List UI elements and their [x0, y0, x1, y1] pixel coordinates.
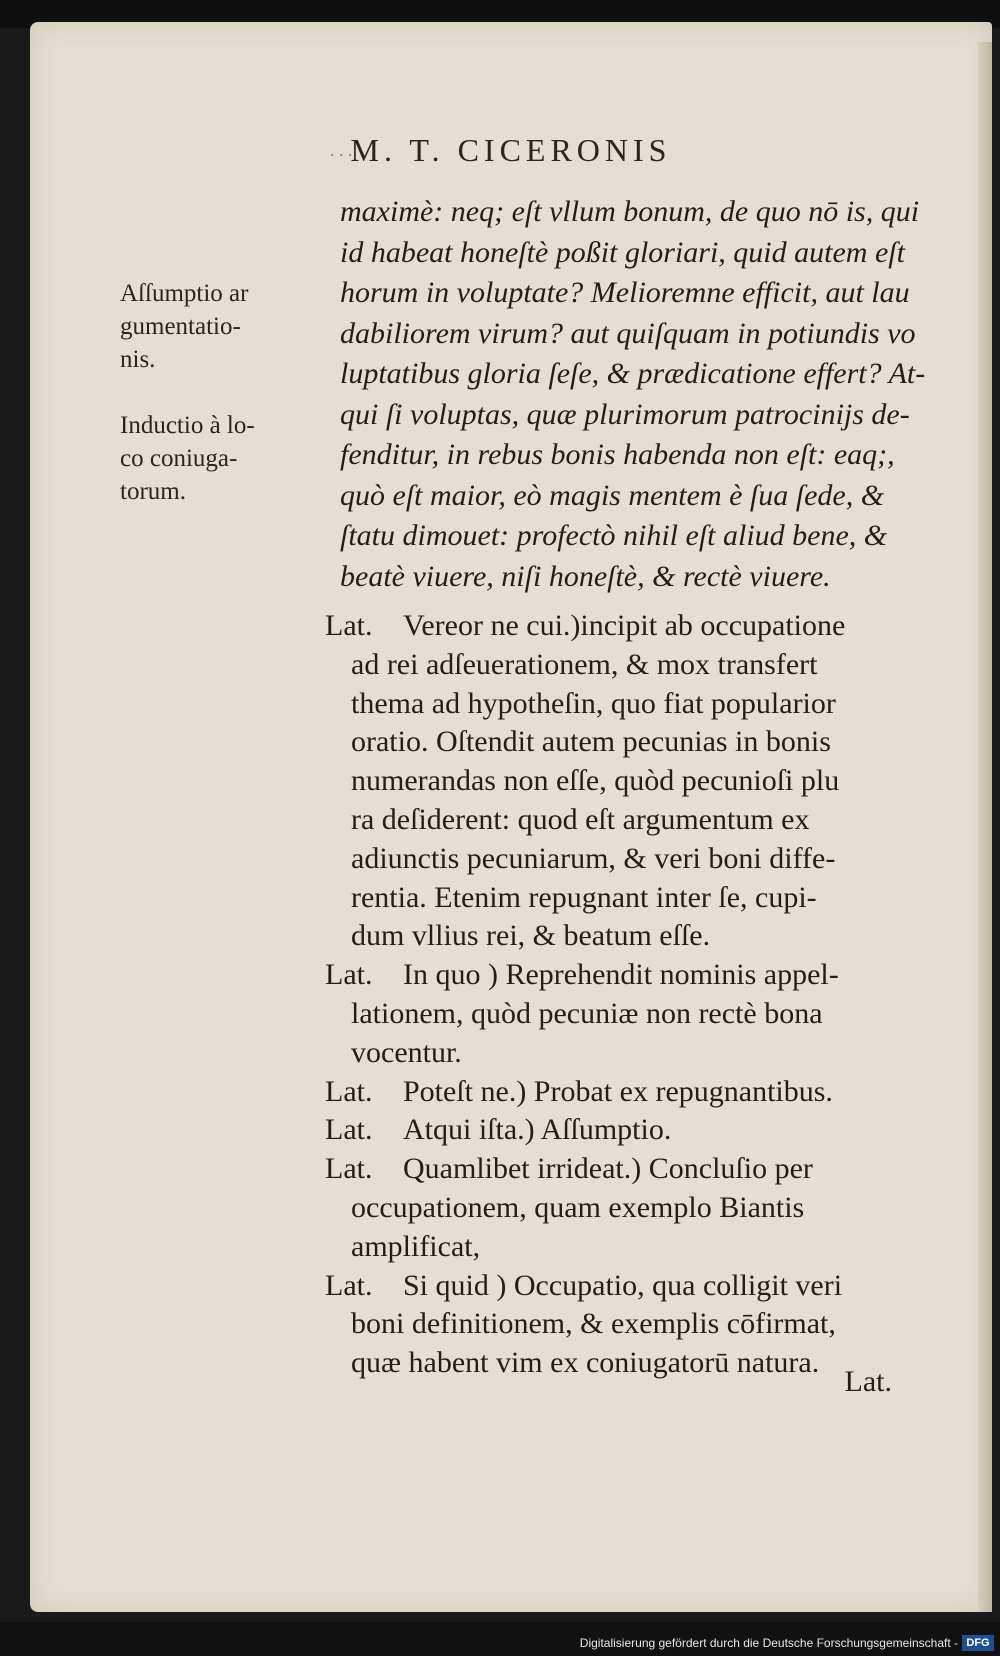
entry-first-line [325, 956, 985, 995]
commentary-entry [325, 1111, 985, 1150]
entry-text: Quamlibet irrideat.) Concluſio per [403, 1152, 813, 1186]
text-line: luptatibus gloria ſeſe, & prædicatione effert? At- [340, 357, 926, 390]
commentary-entry [325, 1150, 985, 1266]
lat-marker: Lat. [325, 1113, 373, 1147]
entry-continuation-line: boni definitionem, & exemplis cōfirmat, [351, 1307, 836, 1341]
header-title: M. T. CICERONIS [350, 132, 672, 168]
commentary-entry [325, 956, 985, 1072]
text-line: id habeat honeſtè poßit gloriari, quid autem eſt [340, 235, 905, 269]
entry-continuation-line: thema ad hypotheſin, quo fiat popularior [351, 686, 836, 720]
entry-text: Vereor ne cui.)incipit ab occupatione [403, 609, 846, 642]
text-line: quò eſt maior, eò magis mentem è ſua ſede, & [340, 478, 885, 512]
dfg-logo: DFG [962, 1635, 994, 1651]
text-line: horum in voluptate? Melioremne efficit, aut lau [340, 276, 910, 309]
text-line: qui ſi voluptas, quæ plurimorum patrocinijs de- [340, 397, 910, 431]
entry-continuation-line: occupationem, quam exemplo Biantis [351, 1190, 805, 1224]
commentary-entry [325, 607, 985, 956]
entry-text: Atqui iſta.) Aſſumptio. [403, 1113, 672, 1147]
main-text-italic [340, 192, 990, 597]
entry-text: In quo ) Reprehendit nominis appel- [403, 958, 839, 992]
text-line: dabiliorem virum? aut quiſquam in potiundis vo [340, 316, 916, 350]
commentary-entry [325, 1073, 985, 1112]
entry-continuation-line: adiunctis pecuniarum, & veri boni diffe- [351, 841, 836, 875]
entry-first-line [325, 607, 985, 646]
catchword: Lat. [844, 1365, 892, 1398]
entry-first-line [325, 1267, 985, 1306]
entry-continuation-line: ad rei adſeuerationem, & mox transfert [351, 647, 818, 681]
entry-continuation-line: quæ habent vim ex coniugatorū natura. [351, 1346, 820, 1380]
entry-first-line [325, 1150, 985, 1189]
footer-bar [0, 1622, 1000, 1656]
header-mark: . . . [330, 140, 353, 160]
entry-text: Si quid ) Occupatio, qua colligit veri [403, 1268, 843, 1302]
lat-marker: Lat. [325, 958, 373, 992]
entry-continuation-line: oratio. Oſtendit autem pecunias in bonis [351, 725, 831, 759]
text-line: beatè viuere, niſi honeſtè, & rectè viuere. [340, 559, 831, 593]
lat-marker: Lat. [325, 609, 373, 642]
entry-continuation-line: rentia. Etenim repugnant inter ſe, cupi- [351, 880, 817, 914]
entry-continuation-line: dum vllius rei, & beatum eſſe. [351, 919, 711, 953]
footer-credit: Digitalisierung gefördert durch die Deutsche Forschungsgemeinschaft - [579, 1636, 958, 1650]
entry-continuation-line: lationem, quòd pecuniæ non rectè bona [351, 996, 823, 1030]
margin-notes [120, 277, 320, 541]
entry-continuation-line: amplificat, [351, 1229, 481, 1263]
lat-marker: Lat. [325, 1152, 373, 1186]
entry-first-line [325, 1111, 985, 1150]
text-line: fenditur, in rebus bonis habenda non eſt: eaq;, [340, 438, 895, 471]
entry-text: Poteſt ne.) Probat ex repugnantibus. [403, 1074, 833, 1108]
lat-marker: Lat. [325, 1074, 373, 1108]
margin-note: Aſſumptio ar gumentatio- nis. [120, 280, 249, 373]
running-header [30, 132, 992, 169]
entry-first-line [325, 1073, 985, 1112]
commentary [325, 607, 985, 1383]
entry-continuation-line: ra deſiderent: quod eſt argumentum ex [351, 802, 810, 836]
text-line: ſtatu dimouet: profectò nihil eſt aliud bene, & [340, 519, 888, 552]
entry-continuation-line: vocentur. [351, 1035, 462, 1069]
book-page [30, 22, 992, 1612]
text-line: maximè: neq; eſt vllum bonum, de quo nō is, qui [340, 195, 920, 228]
margin-note: Inductio à lo- co coniuga- torum. [120, 412, 255, 505]
lat-marker: Lat. [325, 1268, 373, 1302]
entry-continuation-line: numerandas non eſſe, quòd pecunioſi plu [351, 764, 840, 798]
